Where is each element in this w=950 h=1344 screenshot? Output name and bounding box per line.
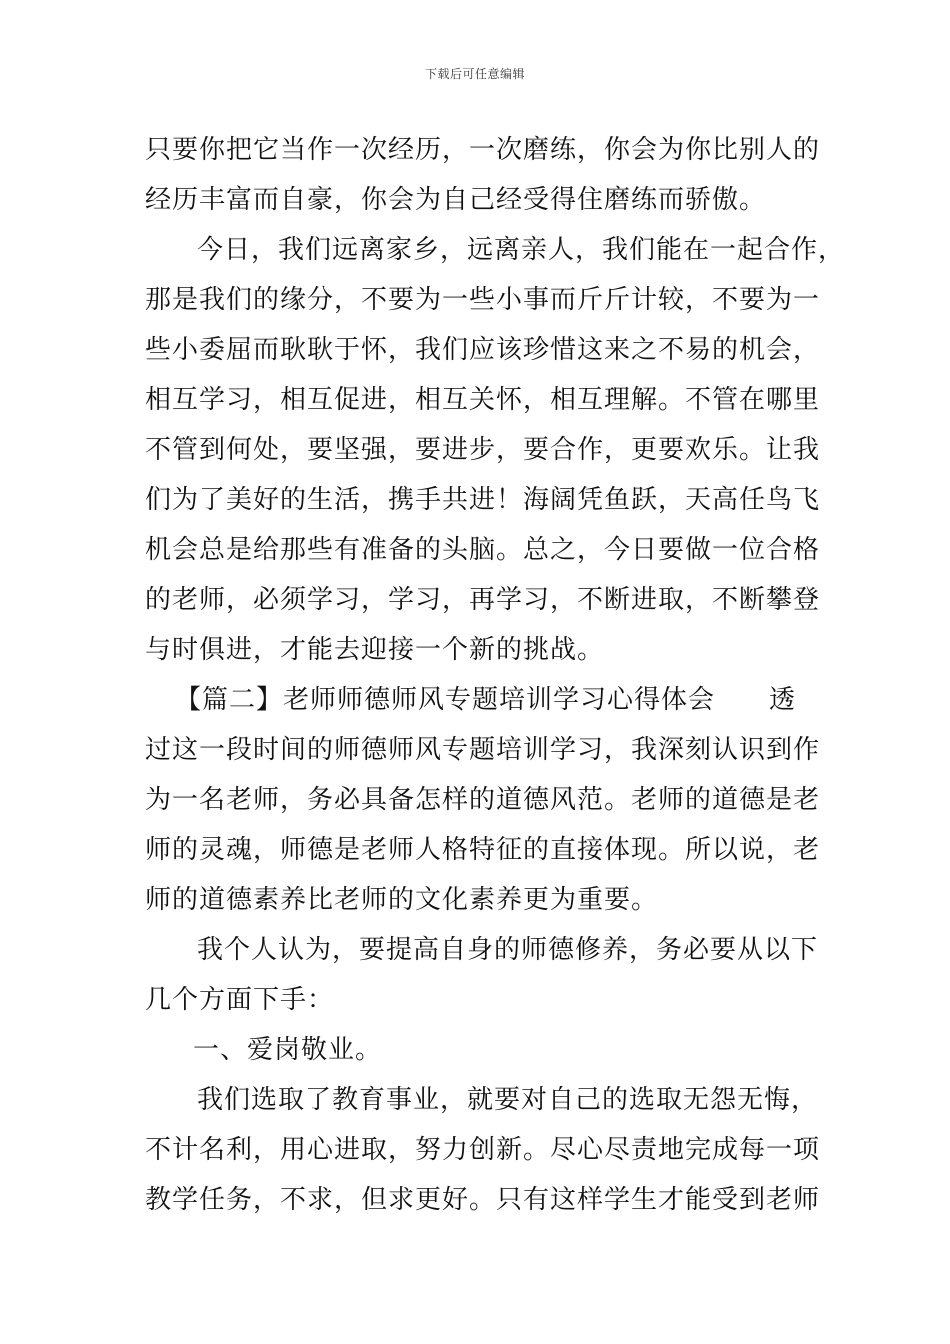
text-line: 们为了美好的生活，携手共进！海阔凭鱼跃，天高任鸟飞 [145, 485, 821, 515]
text-line: 过这一段时间的师德师风专题培训学习，我深刻认识到作 [145, 735, 821, 765]
text-line: 与时俱进，才能去迎接一个新的挑战。 [145, 635, 605, 665]
text-line: 经历丰富而自豪，你会为自己经受得住磨练而骄傲。 [145, 185, 767, 215]
text-line: 只要你把它当作一次经历，一次磨练，你会为你比别人的 [145, 135, 821, 165]
subheading-line: 一、爱岗敬业。 [193, 1035, 383, 1065]
text-line: 不管到何处，要坚强，要进步，要合作，更要欢乐。让我 [145, 435, 821, 465]
text-line: 几个方面下手： [145, 985, 335, 1015]
text-line: 为一名老师，务必具备怎样的道德风范。老师的道德是老 [145, 785, 821, 815]
text-line: 不计名利，用心进取，努力创新。尽心尽责地完成每一项 [145, 1135, 821, 1165]
text-line: 相互学习，相互促进，相互关怀，相互理解。不管在哪里 [145, 385, 821, 415]
text-line: 的老师，必须学习，学习，再学习，不断进取，不断攀登 [145, 585, 821, 615]
page-header: 下载后可任意编辑 [424, 67, 525, 81]
text-line: 师的道德素养比老师的文化素养更为重要。 [145, 885, 659, 915]
paragraph-start-line: 今日，我们远离家乡，远离亲人，我们能在一起合作， [197, 235, 846, 265]
section-heading-line: 【篇二】老师师德师风专题培训学习心得体会 透 [175, 685, 797, 715]
document-body [145, 125, 846, 1225]
text-line: 师的灵魂，师德是老师人格特征的直接体现。所以说，老 [145, 835, 821, 865]
text-line: 教学任务，不求，但求更好。只有这样学生才能受到老师 [145, 1185, 821, 1215]
text-line: 些小委屈而耿耿于怀，我们应该珍惜这来之不易的机会， [145, 335, 821, 365]
paragraph-start-line: 我们选取了教育事业，就要对自己的选取无怨无悔， [197, 1085, 819, 1115]
text-line: 机会总是给那些有准备的头脑。总之，今日要做一位合格 [145, 535, 821, 565]
text-line: 那是我们的缘分，不要为一些小事而斤斤计较，不要为一 [145, 285, 821, 315]
paragraph-start-line: 我个人认为，要提高自身的师德修养，务必要从以下 [197, 935, 819, 965]
